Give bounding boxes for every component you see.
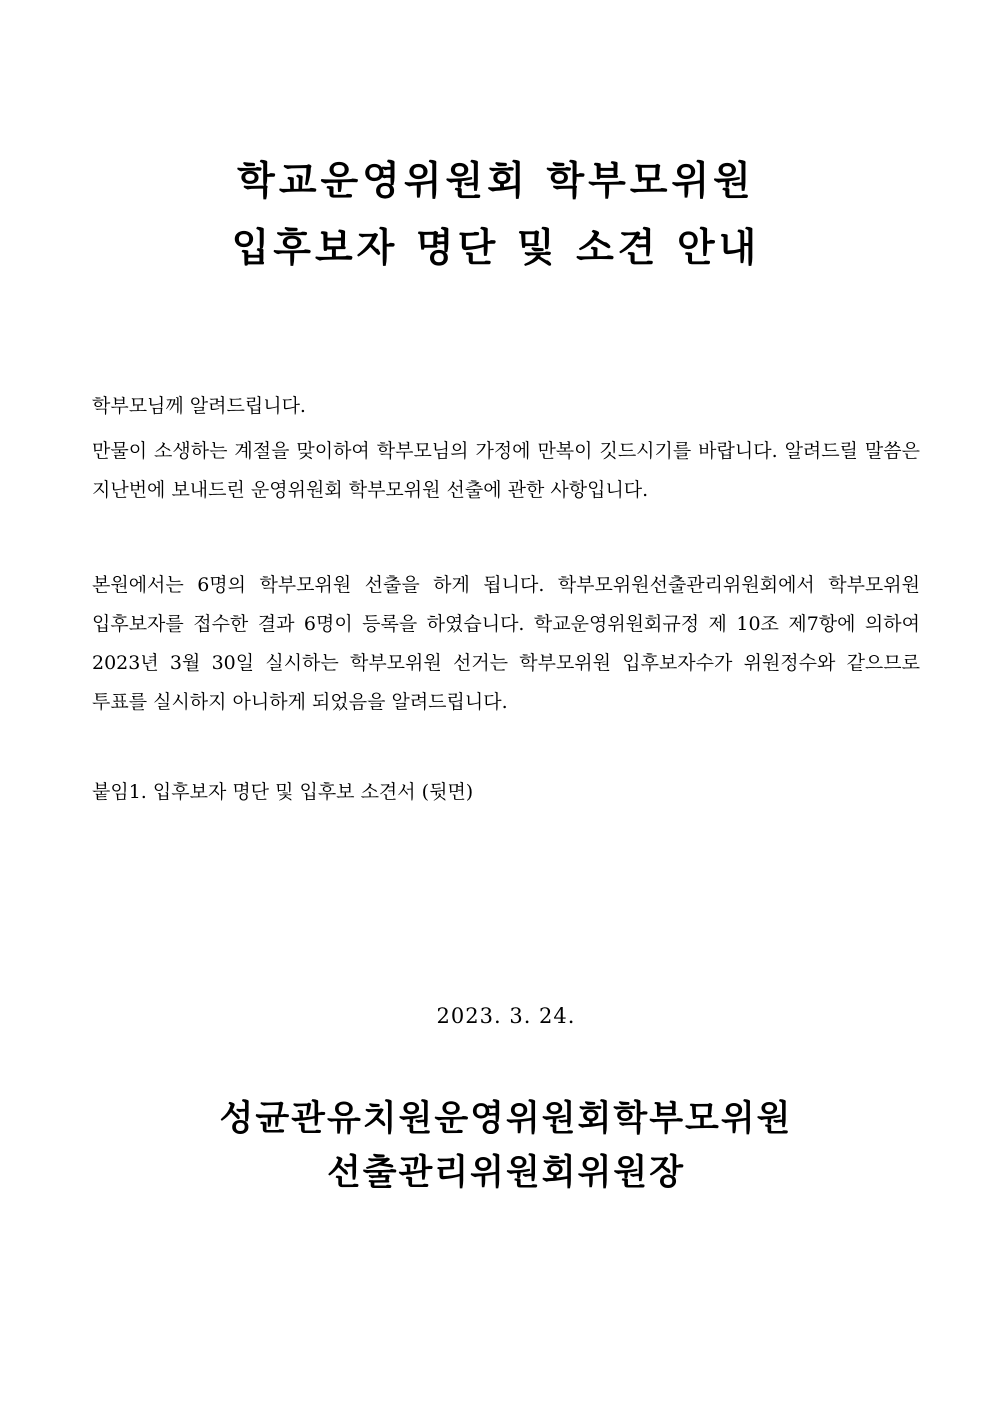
document-title-line2: 입후보자 명단 및 소견 안내: [231, 225, 761, 271]
attachment-note: 붙임1. 입후보자 명단 및 입후보 소견서 (뒷면): [92, 781, 474, 803]
signature-line2: 선출관리위원회위원장: [326, 1152, 686, 1193]
document-date: 2023. 3. 24.: [436, 1004, 576, 1028]
body-paragraph-1: 만물이 소생하는 계절을 맞이하여 학부모님의 가정에 만복이 깃드시기를 바랍니다. 알려드릴 말씀은 지난번에 보내드린 운영위원회 학부모위원 선출에 관한 사항입니다.: [92, 440, 920, 501]
document-title-line1: 학교운영위원회 학부모위원: [237, 158, 755, 204]
body-paragraph-2: 본원에서는 6명의 학부모위원 선출을 하게 됩니다. 학부모위원선출관리위원회에서 학부모위원 입후보자를 접수한 결과 6명이 등록을 하였습니다. 학교운영위원회규정 제 10조 제7항에 의하여 2023년 3월 30일 실시하는 학부모위원 선거는 학부모위원 입후보자수가 위원정수와 같으므로 투표를 실시하지 아니하게 되었음을 알려드립니다.: [92, 574, 920, 713]
greeting-text: 학부모님께 알려드립니다.: [92, 395, 306, 417]
signature-line1: 성균관유치원운영위원회학부모위원: [219, 1098, 793, 1139]
